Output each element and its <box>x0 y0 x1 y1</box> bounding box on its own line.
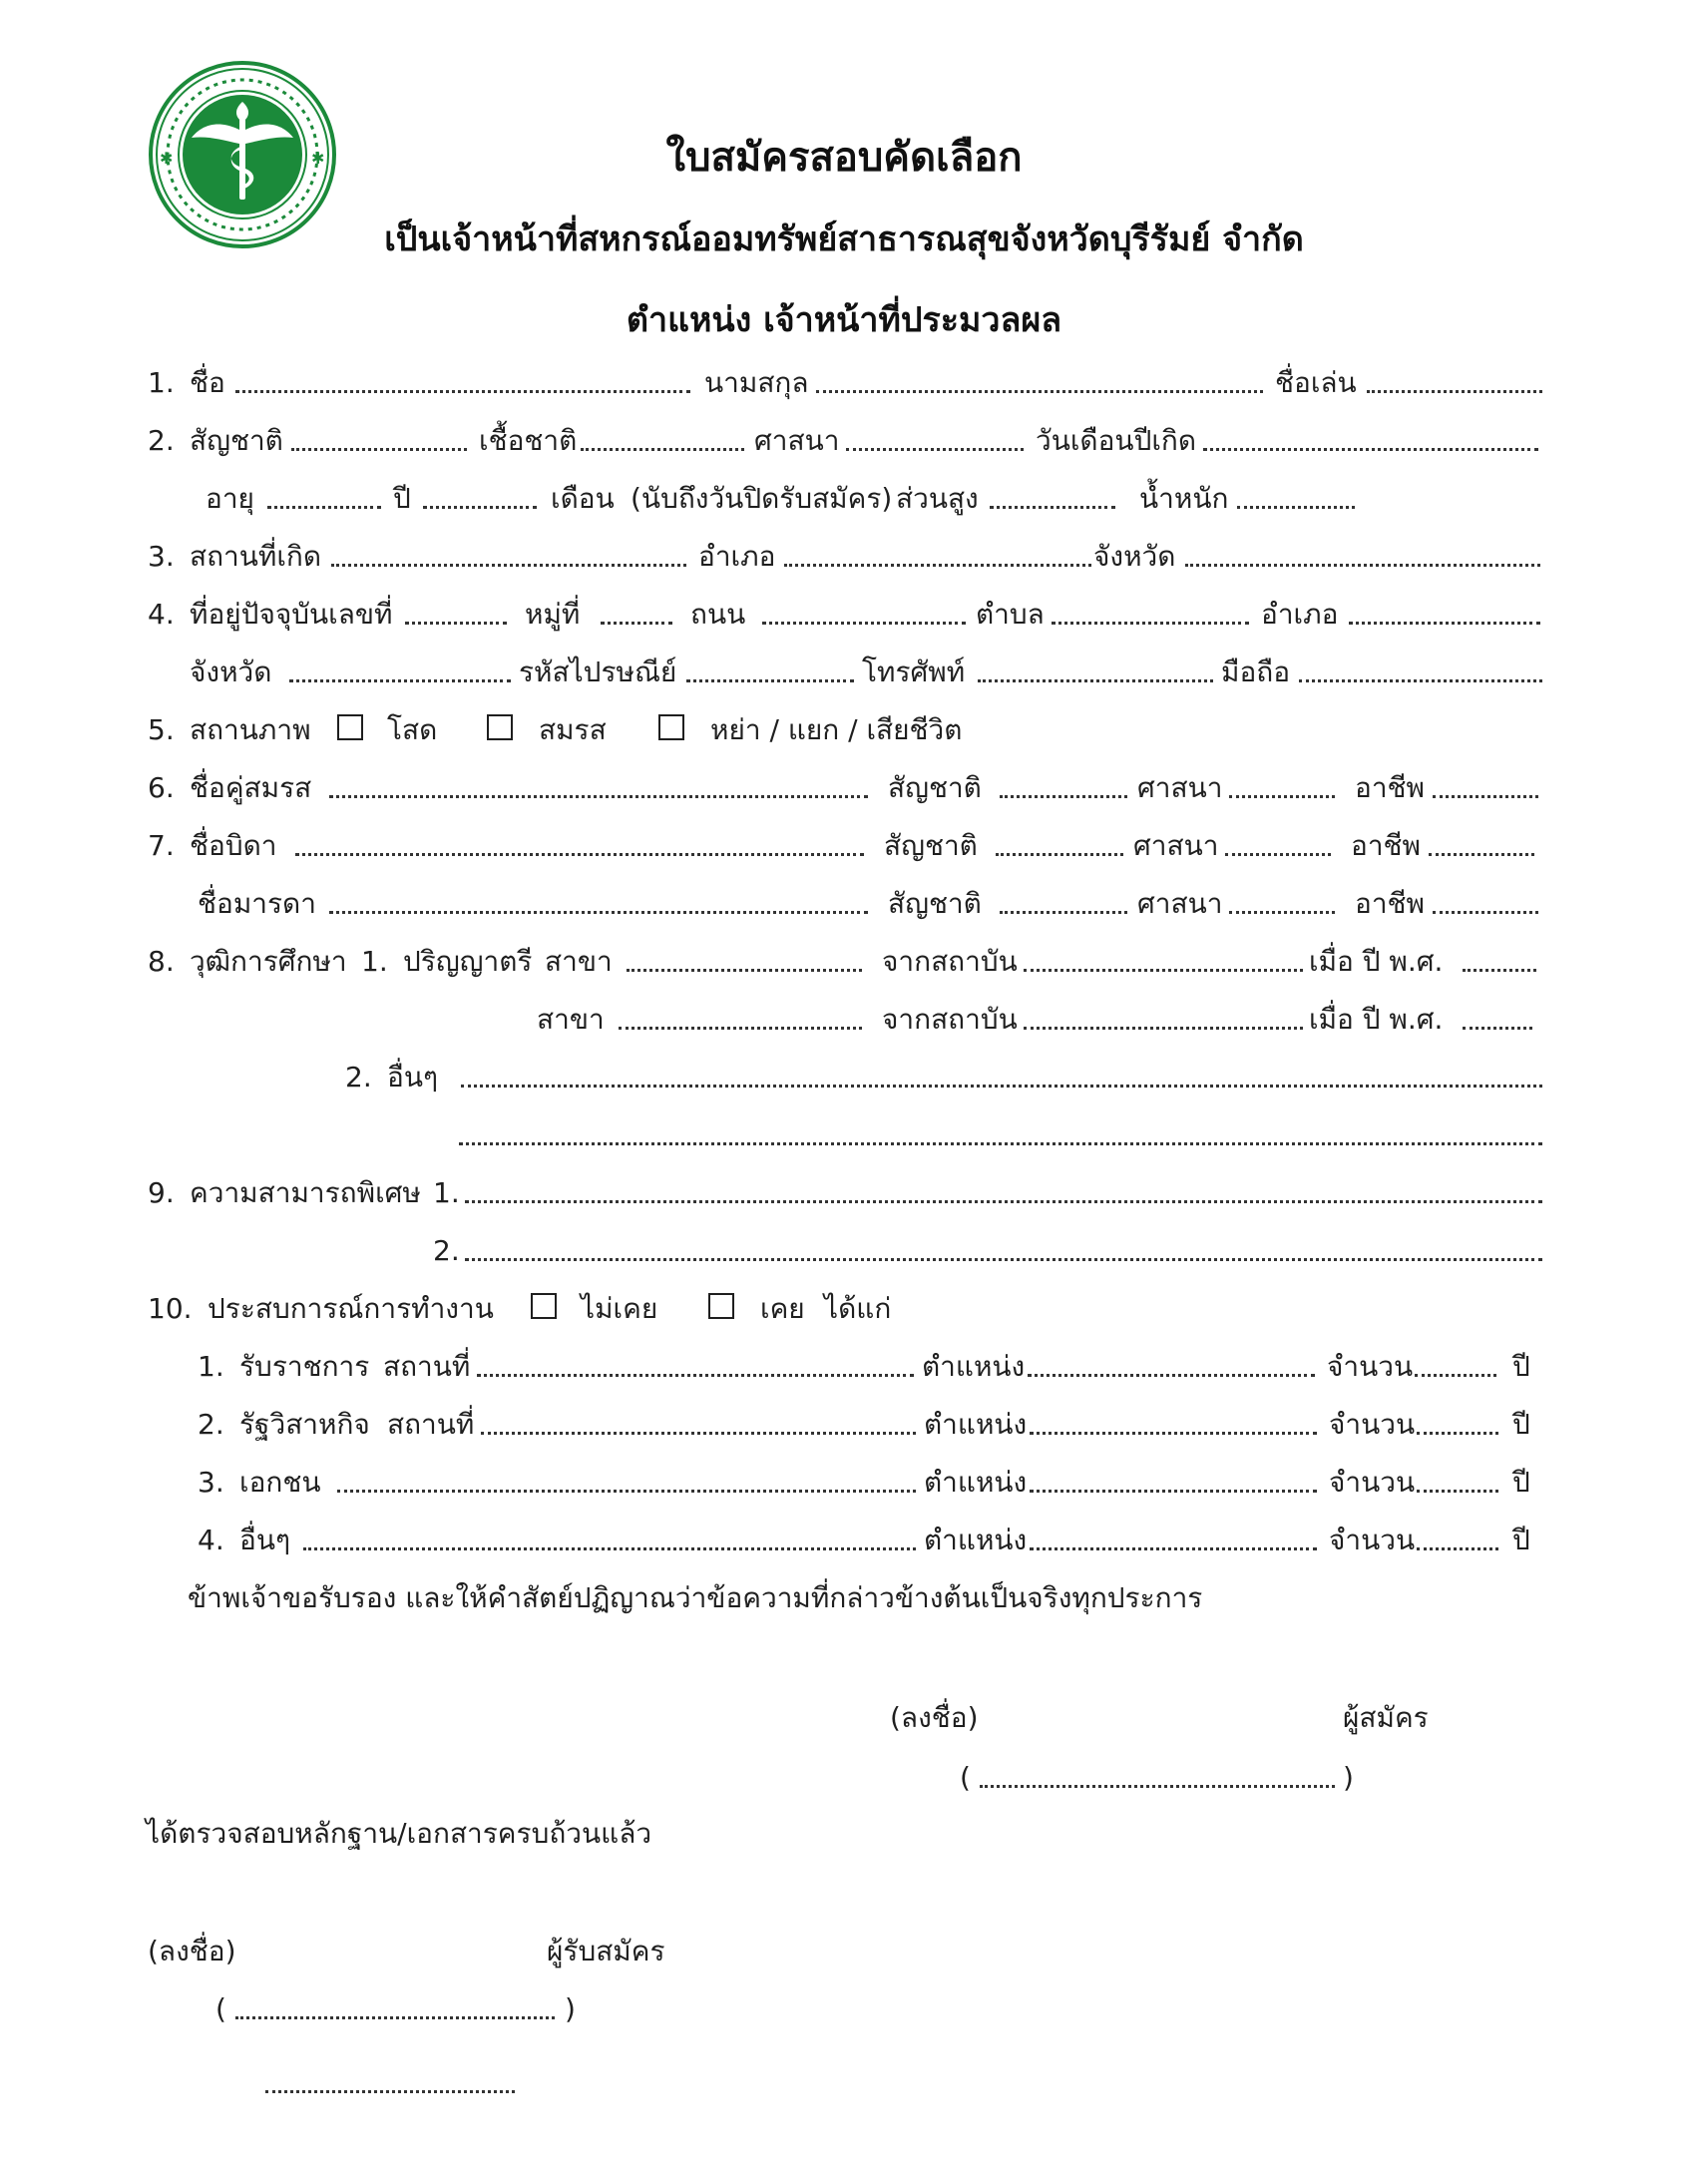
bachelor-institution-field[interactable] <box>1024 966 1303 972</box>
institution-label: จากสถาบัน <box>882 1003 1018 1036</box>
name-label: ชื่อ <box>190 366 225 399</box>
married-label: สมรส <box>539 713 607 746</box>
year-unit-label: ปี <box>1512 1408 1530 1441</box>
birthplace-field[interactable] <box>331 561 686 567</box>
surname-label: นามสกุล <box>704 366 809 399</box>
road-field[interactable] <box>762 619 966 625</box>
province-label: จังหวัด <box>1093 540 1176 573</box>
state-enterprise-label: รัฐวิสาหกิจ <box>239 1408 370 1441</box>
address-label: ที่อยู่ปัจจุบันเลขที่ <box>190 598 393 631</box>
experience-label: ประสบการณ์การทำงาน <box>208 1292 494 1325</box>
age-year-field[interactable] <box>267 503 381 509</box>
other-education-label: อื่นๆ <box>387 1061 438 1093</box>
nationality-label: สัญชาติ <box>888 771 982 804</box>
mother-name-field[interactable] <box>329 908 868 914</box>
name-field[interactable] <box>235 387 690 393</box>
age-label: อายุ <box>206 482 254 515</box>
religion-label: ศาสนา <box>754 424 840 457</box>
father-nationality-field[interactable] <box>996 850 1123 856</box>
father-label: ชื่อบิดา <box>190 829 277 862</box>
province-label: จังหวัด <box>190 655 272 688</box>
major-label: สาขา <box>537 1003 605 1036</box>
mobile-label: มือถือ <box>1221 655 1291 688</box>
skills-label: ความสามารถพิเศษ <box>190 1176 421 1209</box>
experience-item-number: 3. <box>198 1466 224 1499</box>
education-item-number: 2. <box>345 1061 372 1093</box>
place-label: สถานที่ <box>387 1408 475 1441</box>
married-checkbox[interactable] <box>487 714 513 740</box>
nickname-label: ชื่อเล่น <box>1275 366 1357 399</box>
subdistrict-field[interactable] <box>1052 619 1249 625</box>
receiver-printed-name-field[interactable] <box>235 2013 555 2019</box>
father-occupation-field[interactable] <box>1429 850 1534 856</box>
father-religion-field[interactable] <box>1225 850 1331 856</box>
job-position-label: ตำแหน่ง <box>924 1466 1028 1499</box>
spouse-name-field[interactable] <box>329 792 868 798</box>
receiver-role-label: ผู้รับสมัคร <box>547 1935 665 1967</box>
private-years-field[interactable] <box>1417 1487 1498 1493</box>
amount-label: จำนวน <box>1329 1408 1416 1441</box>
year-label: เมื่อ ปี พ.ศ. <box>1309 945 1444 978</box>
institution-label: จากสถาบัน <box>882 945 1018 978</box>
item-number: 7. <box>148 829 175 862</box>
district-label: อำเภอ <box>698 540 776 573</box>
phone-label: โทรศัพท์ <box>862 655 966 688</box>
item-number: 10. <box>148 1292 193 1325</box>
receiver-name-close-paren: ) <box>565 1992 576 2025</box>
job-position-label: ตำแหน่ง <box>924 1408 1028 1441</box>
experience-item-number: 2. <box>198 1408 224 1441</box>
receiver-date-field[interactable] <box>265 2087 515 2093</box>
experience-item-number: 1. <box>198 1350 224 1383</box>
item-number: 2. <box>148 424 175 457</box>
private-label: เอกชน <box>239 1466 321 1499</box>
state-enterprise-place-field[interactable] <box>481 1429 916 1435</box>
item-number: 1. <box>148 366 175 399</box>
state-enterprise-position-field[interactable] <box>1030 1429 1317 1435</box>
religion-label: ศาสนา <box>1137 887 1223 920</box>
height-field[interactable] <box>990 503 1115 509</box>
divorced-label: หย่า / แยก / เสียชีวิต <box>710 713 963 746</box>
private-position-field[interactable] <box>1030 1487 1317 1493</box>
nationality-label: สัญชาติ <box>190 424 283 457</box>
occupation-label: อาชีพ <box>1355 887 1425 920</box>
bachelor-major-field[interactable] <box>627 966 862 972</box>
other-position-field[interactable] <box>1030 1544 1317 1550</box>
year-unit-label: ปี <box>1512 1350 1530 1383</box>
religion-label: ศาสนา <box>1137 771 1223 804</box>
religion-label: ศาสนา <box>1133 829 1219 862</box>
year-label: เมื่อ ปี พ.ศ. <box>1309 1003 1444 1036</box>
skill-1-field[interactable] <box>465 1197 1542 1203</box>
second-institution-field[interactable] <box>1024 1024 1303 1030</box>
nickname-field[interactable] <box>1367 387 1542 393</box>
nationality-label: สัญชาติ <box>888 887 982 920</box>
birthdate-field[interactable] <box>1203 445 1538 451</box>
year-unit-label: ปี <box>1512 1524 1530 1556</box>
address-district-field[interactable] <box>1349 619 1540 625</box>
applicant-name-open-paren: ( <box>960 1761 971 1794</box>
village-label: หมู่ที่ <box>525 598 581 631</box>
subdistrict-label: ตำบล <box>976 598 1045 631</box>
applicant-printed-name-field[interactable] <box>980 1782 1335 1788</box>
never-checkbox[interactable] <box>531 1293 557 1319</box>
position-title: ตำแหน่ง เจ้าหน้าที่ประมวลผล <box>626 300 1062 340</box>
job-position-label: ตำแหน่ง <box>922 1350 1026 1383</box>
receiver-sign-label: (ลงชื่อ) <box>148 1935 236 1967</box>
month-label: เดือน <box>551 482 615 515</box>
divorced-checkbox[interactable] <box>658 714 684 740</box>
item-number: 5. <box>148 713 175 746</box>
father-name-field[interactable] <box>295 850 864 856</box>
second-major-field[interactable] <box>619 1024 862 1030</box>
surname-field[interactable] <box>816 387 1263 393</box>
district-label: อำเภอ <box>1261 598 1339 631</box>
item-number: 9. <box>148 1176 175 1209</box>
mother-religion-field[interactable] <box>1229 908 1335 914</box>
skills-item-number: 2. <box>433 1234 460 1267</box>
bachelor-year-field[interactable] <box>1463 966 1536 972</box>
weight-field[interactable] <box>1237 503 1355 509</box>
applicant-sign-label: (ลงชื่อ) <box>890 1701 979 1734</box>
mother-occupation-field[interactable] <box>1433 908 1538 914</box>
amount-label: จำนวน <box>1327 1350 1414 1383</box>
birthdate-label: วันเดือนปีเกิด <box>1036 424 1197 457</box>
occupation-label: อาชีพ <box>1351 829 1421 862</box>
other-experience-field[interactable] <box>303 1544 916 1550</box>
birthplace-province-field[interactable] <box>1185 561 1540 567</box>
verified-text: ได้ตรวจสอบหลักฐาน/เอกสารครบถ้วนแล้ว <box>146 1817 652 1850</box>
skill-2-field[interactable] <box>465 1255 1542 1261</box>
postcode-label: รหัสไปรษณีย์ <box>519 655 677 688</box>
weight-label: น้ำหนัก <box>1139 482 1229 515</box>
amount-label: จำนวน <box>1329 1466 1416 1499</box>
other-education-field-cont[interactable] <box>459 1139 1542 1145</box>
major-label: สาขา <box>545 945 613 978</box>
postcode-field[interactable] <box>686 676 854 682</box>
mobile-field[interactable] <box>1299 676 1542 682</box>
spouse-religion-field[interactable] <box>1229 792 1335 798</box>
job-position-label: ตำแหน่ง <box>924 1524 1028 1556</box>
applicant-name-close-paren: ) <box>1343 1761 1354 1794</box>
phone-field[interactable] <box>978 676 1213 682</box>
single-checkbox[interactable] <box>337 714 363 740</box>
height-label: ส่วนสูง <box>896 482 979 515</box>
mother-label: ชื่อมารดา <box>198 887 316 920</box>
government-position-field[interactable] <box>1028 1371 1315 1377</box>
race-field[interactable] <box>581 445 744 451</box>
village-field[interactable] <box>601 619 672 625</box>
other-years-field[interactable] <box>1417 1544 1498 1550</box>
amount-label: จำนวน <box>1329 1524 1416 1556</box>
worked-at-label: ได้แก่ <box>824 1292 892 1325</box>
place-label: สถานที่ <box>383 1350 471 1383</box>
occupation-label: อาชีพ <box>1355 771 1425 804</box>
receiver-name-open-paren: ( <box>215 1992 226 2025</box>
state-enterprise-years-field[interactable] <box>1417 1429 1498 1435</box>
year-unit-label: ปี <box>1512 1466 1530 1499</box>
svg-text:✱: ✱ <box>160 149 174 168</box>
government-label: รับราชการ <box>239 1350 370 1383</box>
spouse-label: ชื่อคู่สมรส <box>190 771 312 804</box>
marital-status-label: สถานภาพ <box>190 713 311 746</box>
skills-item-number: 1. <box>433 1176 460 1209</box>
government-years-field[interactable] <box>1415 1371 1496 1377</box>
spouse-occupation-field[interactable] <box>1433 792 1538 798</box>
year-label: ปี <box>393 482 411 515</box>
race-label: เชื้อชาติ <box>479 424 578 457</box>
religion-field[interactable] <box>846 445 1024 451</box>
svg-text:✱: ✱ <box>311 149 325 168</box>
private-place-field[interactable] <box>337 1487 916 1493</box>
birthplace-district-field[interactable] <box>784 561 1091 567</box>
item-number: 4. <box>148 598 175 631</box>
education-label: วุฒิการศึกษา <box>190 945 347 978</box>
form-subtitle: เป็นเจ้าหน้าที่สหกรณ์ออมทรัพย์สาธารณสุขจังหวัดบุรีรัมย์ จำกัด <box>384 219 1304 259</box>
form-title: ใบสมัครสอบคัดเลือก <box>665 135 1023 181</box>
mother-nationality-field[interactable] <box>1000 908 1127 914</box>
single-label: โสด <box>387 713 438 746</box>
ever-label: เคย <box>760 1292 805 1325</box>
second-year-field[interactable] <box>1463 1024 1532 1030</box>
experience-item-number: 4. <box>198 1524 224 1556</box>
item-number: 3. <box>148 540 175 573</box>
declaration-text: ข้าพเจ้าขอรับรอง และให้คำสัตย์ปฏิญาณว่าข้อความที่กล่าวข้างต้นเป็นจริงทุกประการ <box>188 1581 1203 1614</box>
item-number: 6. <box>148 771 175 804</box>
road-label: ถนน <box>690 598 746 631</box>
nationality-field[interactable] <box>291 445 467 451</box>
ever-checkbox[interactable] <box>708 1293 734 1319</box>
other-education-field[interactable] <box>461 1082 1542 1088</box>
other-experience-label: อื่นๆ <box>239 1524 290 1556</box>
never-label: ไม่เคย <box>581 1292 658 1325</box>
age-month-field[interactable] <box>423 503 537 509</box>
age-count-note: (นับถึงวันปิดรับสมัคร) <box>631 482 893 515</box>
house-number-field[interactable] <box>405 619 507 625</box>
government-place-field[interactable] <box>477 1371 914 1377</box>
birthplace-label: สถานที่เกิด <box>190 540 322 573</box>
item-number: 8. <box>148 945 175 978</box>
nationality-label: สัญชาติ <box>884 829 978 862</box>
address-province-field[interactable] <box>289 676 511 682</box>
bachelor-label: ปริญญาตรี <box>403 945 533 978</box>
education-item-number: 1. <box>361 945 388 978</box>
applicant-role-label: ผู้สมัคร <box>1343 1701 1429 1734</box>
spouse-nationality-field[interactable] <box>1000 792 1127 798</box>
